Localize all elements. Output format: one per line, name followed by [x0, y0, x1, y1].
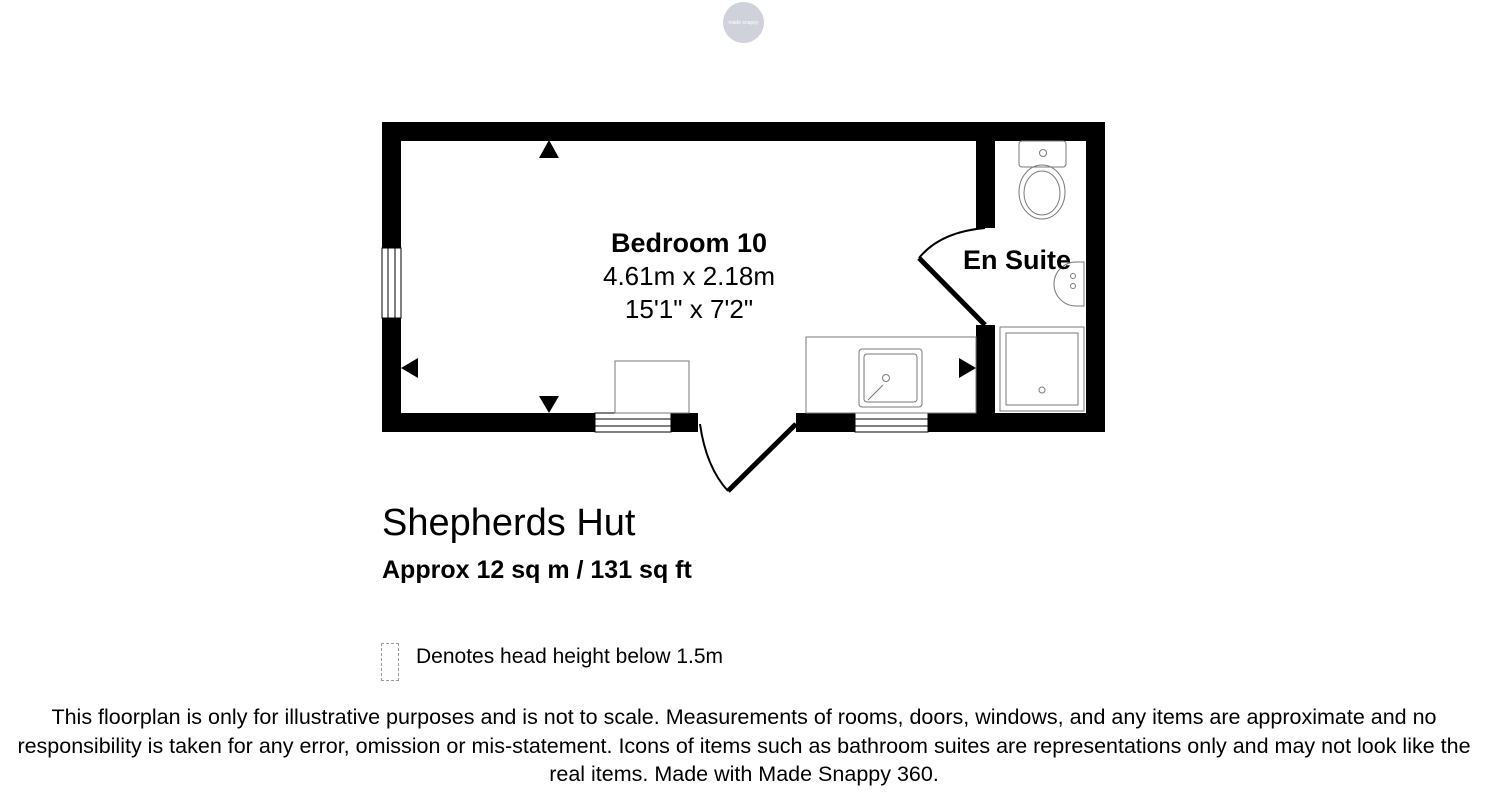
legend-text: Denotes head height below 1.5m: [416, 645, 724, 668]
ensuite-wall-upper: [976, 122, 995, 228]
ensuite-wall-lower: [976, 325, 995, 432]
entrance-door-swing: [700, 424, 728, 491]
top-wall: [382, 122, 1105, 141]
shower-tray-icon: [1000, 327, 1084, 411]
toilet-icon: [1019, 141, 1066, 219]
window-bottom-right: [855, 413, 928, 432]
bedside-table: [615, 361, 689, 413]
right-wall: [1086, 122, 1105, 432]
legend-swatch: [381, 643, 399, 681]
property-title: Shepherds Hut: [382, 502, 636, 544]
arrow-up-icon: [539, 140, 559, 158]
arrow-left-icon: [401, 358, 418, 378]
property-area: Approx 12 sq m / 131 sq ft: [382, 556, 692, 584]
window-bottom-left: [595, 413, 671, 432]
room-size-metric: 4.61m x 2.18m: [603, 261, 775, 291]
disclaimer: This floorplan is only for illustrative purposes and is not to scale. Measurements of rooms, doors, windows, and any items are approximate and no responsibility is taken for any error, omission or mis-statement. Icons of items such as bathroom suites are representations only and may not look like the real items. Made with Made Snappy 360.: [17, 705, 1471, 786]
bottom-wall-right: [796, 413, 1105, 432]
entrance-door: [728, 424, 796, 491]
kitchen-sink-icon: [859, 349, 922, 407]
brand-logo-text: made snappy: [728, 19, 759, 26]
window-left: [382, 248, 401, 318]
room-name-ensuite: En Suite: [962, 245, 1072, 275]
room-size-imperial: 15'1" x 7'2": [624, 294, 754, 324]
arrow-down-icon: [539, 396, 559, 413]
arrow-right-icon: [959, 358, 976, 378]
room-name-bedroom: Bedroom 10: [610, 228, 768, 258]
